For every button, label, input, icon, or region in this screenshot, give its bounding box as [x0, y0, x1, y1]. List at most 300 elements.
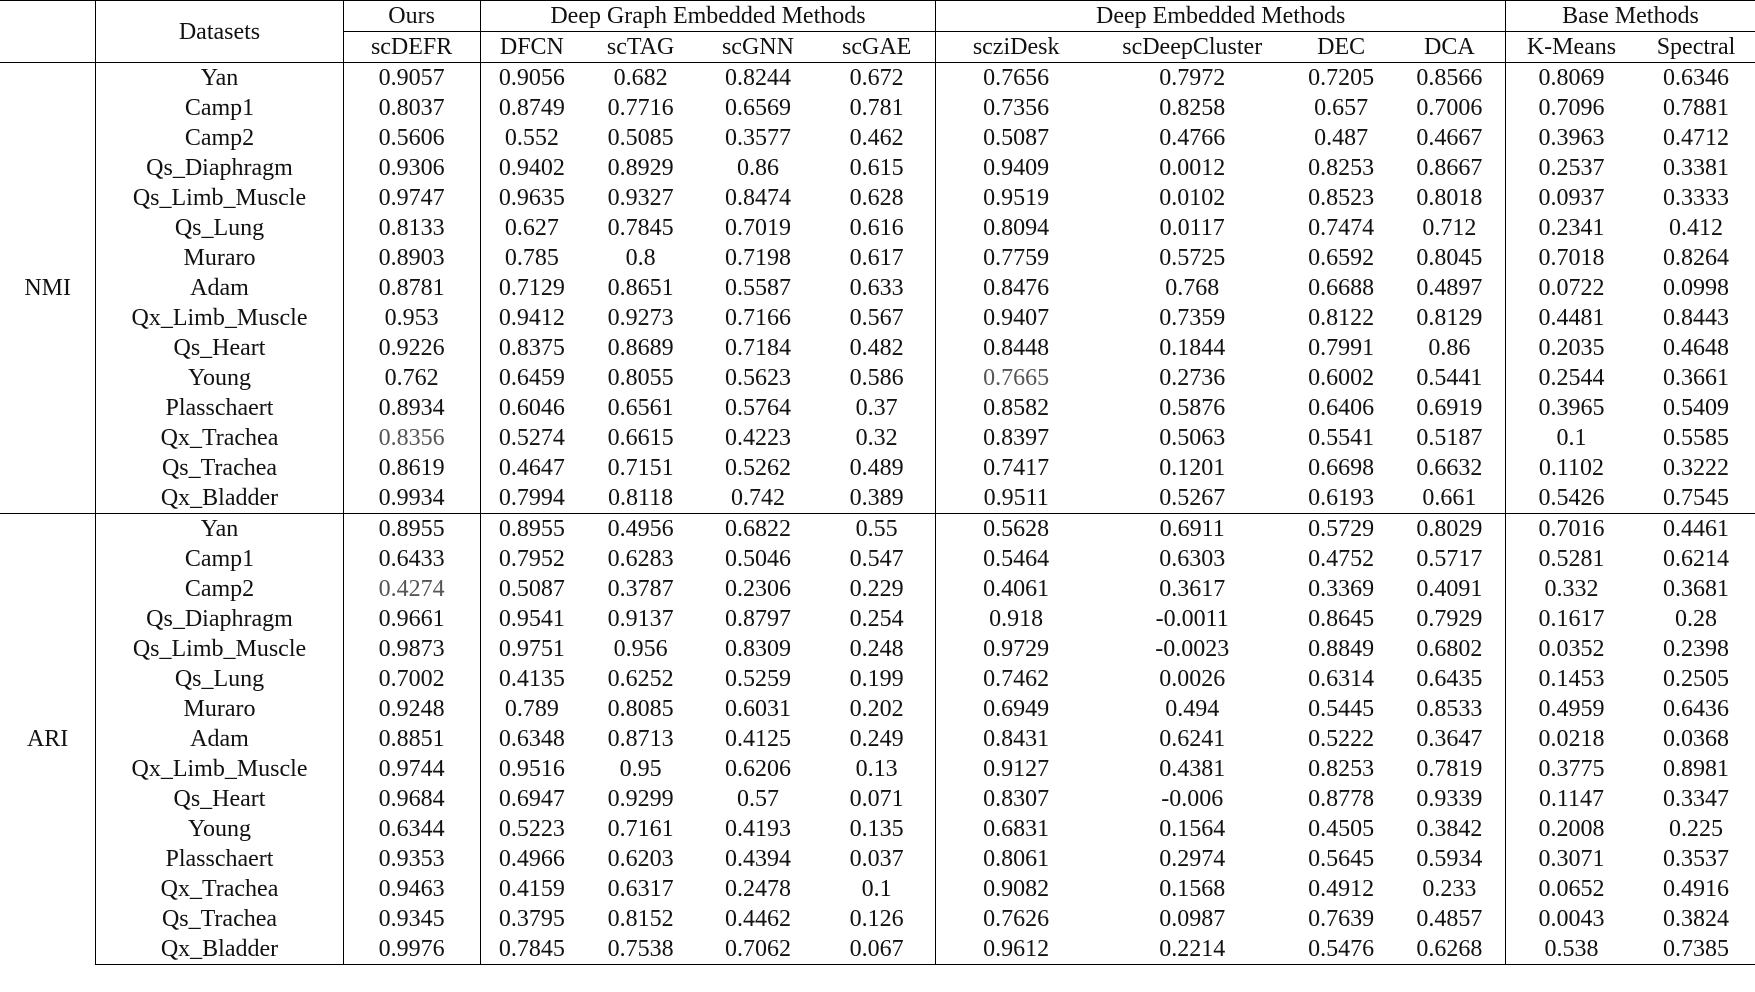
value-cell: 0.6344: [343, 814, 480, 844]
value-cell: 0.5628: [936, 514, 1096, 545]
value-cell: 0.8955: [480, 514, 583, 545]
value-cell: 0.7359: [1159, 305, 1226, 331]
value-cell: 0.6831: [983, 816, 1050, 842]
value-cell: 0.9082: [983, 876, 1050, 902]
value-cell: 0.202: [818, 694, 936, 724]
dataset-cell: Young: [96, 363, 343, 393]
value-cell: 0.067: [818, 934, 936, 965]
value-cell: 0.3333: [1663, 185, 1730, 211]
value-cell: 0.7417: [983, 455, 1050, 481]
value-cell: 0.8582: [983, 395, 1050, 421]
value-cell: 0.5409: [1663, 395, 1730, 421]
value-cell: 0.8903: [343, 243, 480, 273]
value-cell: 0.8443: [1663, 305, 1730, 331]
value-cell: -0.0011: [1155, 606, 1229, 632]
value-cell: 0.8253: [1308, 155, 1375, 181]
value-cell: 0.6919: [1394, 393, 1506, 423]
value-cell: 0.4223: [724, 425, 791, 451]
value-cell: 0.4959: [1538, 696, 1605, 722]
datasets-header: Datasets: [96, 1, 343, 63]
value-cell: 0.0102: [1159, 185, 1226, 211]
value-cell: 0.672: [818, 63, 936, 94]
value-cell: 0.5445: [1308, 696, 1375, 722]
value-cell: 0.6947: [498, 786, 565, 812]
table-row: [0, 243, 1755, 273]
value-cell: 0.135: [818, 814, 936, 844]
value-cell: 0.4956: [583, 514, 698, 545]
value-cell: 0.9661: [343, 604, 480, 634]
dataset-cell: Qs_Lung: [96, 213, 343, 243]
table-row: [0, 514, 1755, 545]
value-cell: 0.9353: [343, 844, 480, 874]
value-cell: 0.6615: [607, 425, 674, 451]
value-cell: 0.552: [504, 125, 559, 151]
value-cell: 0.5587: [724, 275, 791, 301]
dataset-cell: Qs_Limb_Muscle: [96, 183, 343, 213]
value-cell: 0.5764: [724, 395, 791, 421]
value-cell: 0.6203: [607, 846, 674, 872]
dataset-cell: Qx_Trachea: [96, 423, 343, 453]
value-cell: 0.4481: [1538, 305, 1605, 331]
value-cell: 0.3347: [1663, 786, 1730, 812]
value-cell: 0.9516: [498, 756, 565, 782]
value-cell: 0.3647: [1394, 724, 1506, 754]
value-cell: 0.28: [1675, 606, 1718, 632]
value-cell: 0.4667: [1394, 123, 1506, 153]
table-row: [0, 153, 1755, 183]
table-body: [0, 63, 1755, 965]
value-cell: 0.4461: [1637, 514, 1755, 545]
value-cell: 0.3617: [1159, 576, 1226, 602]
value-cell: 0.6348: [498, 726, 565, 752]
value-cell: 0.86: [736, 155, 779, 181]
value-cell: 0.7952: [498, 546, 565, 572]
value-cell: 0.682: [583, 63, 698, 94]
value-cell: 0.5876: [1159, 395, 1226, 421]
value-cell: 0.8258: [1159, 95, 1226, 121]
dataset-cell: Camp1: [96, 544, 343, 574]
value-cell: 0.785: [504, 245, 559, 271]
value-cell: 0.4505: [1308, 816, 1375, 842]
value-cell: 0.8849: [1308, 636, 1375, 662]
table-row: [0, 814, 1755, 844]
value-cell: 0.6406: [1308, 395, 1375, 421]
method-header: DCA: [1394, 32, 1506, 63]
value-cell: 0.9273: [607, 305, 674, 331]
value-cell: 0.567: [818, 303, 936, 333]
value-cell: 0.6569: [724, 95, 791, 121]
value-cell: 0.6688: [1308, 275, 1375, 301]
table-row: [0, 784, 1755, 814]
value-cell: 0.494: [1165, 696, 1220, 722]
value-cell: 0.0026: [1159, 666, 1226, 692]
table-row: [0, 333, 1755, 363]
value-cell: 0.248: [818, 634, 936, 664]
dataset-cell: Qx_Bladder: [96, 483, 343, 514]
dataset-cell: Muraro: [96, 694, 343, 724]
value-cell: 0.8309: [724, 636, 791, 662]
table-row: [0, 123, 1755, 153]
table-row: [0, 574, 1755, 604]
value-cell: 0.9873: [343, 634, 480, 664]
value-cell: 0.7474: [1308, 215, 1375, 241]
value-cell: 0.7166: [724, 305, 791, 331]
value-cell: 0.5541: [1308, 425, 1375, 451]
value-cell: 0.8118: [608, 485, 674, 511]
value-cell: 0.7991: [1308, 335, 1375, 361]
value-cell: 0.1568: [1159, 876, 1226, 902]
value-cell: 0.6459: [498, 365, 565, 391]
value-cell: 0.4061: [983, 576, 1050, 602]
value-cell: 0.8055: [607, 365, 674, 391]
value-cell: 0.7198: [724, 245, 791, 271]
value-cell: 0.2035: [1538, 335, 1605, 361]
value-cell: 0.8533: [1394, 694, 1506, 724]
value-cell: 0.4274: [343, 574, 480, 604]
value-cell: 0.4857: [1394, 904, 1506, 934]
value-cell: 0.8934: [343, 393, 480, 423]
value-cell: 0.5645: [1308, 846, 1375, 872]
value-cell: 0.5476: [1289, 934, 1394, 965]
value-cell: 0.6632: [1394, 453, 1506, 483]
value-cell: 0.9635: [498, 185, 565, 211]
dataset-cell: Qs_Diaphragm: [96, 604, 343, 634]
method-header: K-Means: [1505, 32, 1637, 63]
value-cell: 0.2478: [724, 876, 791, 902]
value-cell: 0.9407: [983, 305, 1050, 331]
value-cell: 0.5222: [1308, 726, 1375, 752]
value-cell: 0.8981: [1663, 756, 1730, 782]
value-cell: 0.6435: [1394, 664, 1506, 694]
value-cell: 0.0652: [1538, 876, 1605, 902]
value-cell: 0.742: [730, 485, 785, 511]
method-header: scGAE: [818, 32, 936, 63]
value-cell: 0.7019: [724, 215, 791, 241]
dataset-cell: Qx_Trachea: [96, 874, 343, 904]
value-cell: 0.4462: [724, 906, 791, 932]
value-cell: 0.1102: [1538, 455, 1605, 481]
value-cell: 0.229: [818, 574, 936, 604]
value-cell: 0.9412: [498, 305, 565, 331]
value-cell: 0.8955: [343, 514, 480, 545]
value-cell: 0.661: [1394, 483, 1506, 514]
value-cell: 0.9747: [343, 183, 480, 213]
value-cell: 0.7184: [724, 335, 791, 361]
value-cell: 0.4159: [498, 876, 565, 902]
value-cell: 0.5426: [1538, 485, 1605, 511]
value-cell: 0.8375: [498, 335, 565, 361]
value-cell: 0.7845: [480, 934, 583, 965]
group-header-ours: Ours: [343, 1, 480, 32]
table-row: [0, 213, 1755, 243]
value-cell: 0.9541: [498, 606, 565, 632]
table-row: [0, 904, 1755, 934]
value-cell: 0.6046: [498, 395, 565, 421]
value-cell: 0.7205: [1289, 63, 1394, 94]
value-cell: 0.7006: [1394, 93, 1506, 123]
value-cell: 0.6949: [983, 696, 1050, 722]
value-cell: 0.462: [818, 123, 936, 153]
value-cell: 0.7462: [983, 666, 1050, 692]
table-row: [0, 934, 1755, 965]
method-header: DEC: [1289, 32, 1394, 63]
value-cell: 0.8356: [343, 423, 480, 453]
value-cell: 0.7972: [1096, 63, 1289, 94]
value-cell: 0.6252: [607, 666, 674, 692]
value-cell: 0.8: [625, 245, 656, 271]
value-cell: 0.2505: [1663, 666, 1730, 692]
value-cell: 0.4394: [724, 846, 791, 872]
value-cell: 0.6314: [1308, 666, 1375, 692]
value-cell: 0.389: [818, 483, 936, 514]
value-cell: -0.006: [1161, 786, 1224, 812]
value-cell: 0.126: [818, 904, 936, 934]
value-cell: 0.8018: [1394, 183, 1506, 213]
value-cell: 0.37: [818, 393, 936, 423]
value-cell: 0.4381: [1159, 756, 1226, 782]
value-cell: 0.6268: [1394, 934, 1506, 965]
value-cell: 0.4647: [498, 455, 565, 481]
value-cell: 0.9744: [343, 754, 480, 784]
value-cell: 0.5267: [1159, 485, 1226, 511]
value-cell: 0.1617: [1538, 606, 1605, 632]
value-cell: 0.7881: [1663, 95, 1730, 121]
value-cell: 0.2398: [1663, 636, 1730, 662]
value-cell: 0.8244: [698, 63, 818, 94]
value-cell: 0.7716: [607, 95, 674, 121]
value-cell: 0.2008: [1538, 816, 1605, 842]
value-cell: 0.8778: [1308, 786, 1375, 812]
dataset-cell: Qx_Limb_Muscle: [96, 754, 343, 784]
value-cell: 0.9729: [983, 636, 1050, 662]
table-row: [0, 63, 1755, 94]
value-cell: 0.8253: [1308, 756, 1375, 782]
dataset-cell: Qs_Lung: [96, 664, 343, 694]
value-cell: 0.1147: [1538, 786, 1605, 812]
method-header: scGNN: [698, 32, 818, 63]
value-cell: 0.9339: [1394, 784, 1506, 814]
method-header: scTAG: [583, 32, 698, 63]
value-cell: 0.953: [343, 303, 480, 333]
value-cell: 0.6911: [1096, 514, 1289, 545]
value-cell: 0.5262: [724, 455, 791, 481]
table-row: [0, 604, 1755, 634]
value-cell: 0.2214: [1096, 934, 1289, 965]
value-cell: 0.9511: [983, 485, 1049, 511]
metric-header-cell: [0, 1, 96, 63]
value-cell: -0.0023: [1155, 636, 1230, 662]
value-cell: 0.55: [818, 514, 936, 545]
value-cell: 0.0218: [1538, 726, 1605, 752]
dataset-cell: Adam: [96, 724, 343, 754]
value-cell: 0.86: [1394, 333, 1506, 363]
value-cell: 0.3681: [1663, 576, 1730, 602]
value-cell: 0.7002: [343, 664, 480, 694]
dataset-cell: Qs_Limb_Muscle: [96, 634, 343, 664]
value-cell: 0.5223: [498, 816, 565, 842]
table-row: [0, 363, 1755, 393]
table-row: [0, 664, 1755, 694]
dataset-cell: Qs_Diaphragm: [96, 153, 343, 183]
value-cell: 0.5274: [498, 425, 565, 451]
table-row: [0, 423, 1755, 453]
value-cell: 0.7545: [1663, 485, 1730, 511]
value-cell: 0.7845: [607, 215, 674, 241]
table-row: [0, 724, 1755, 754]
value-cell: 0.712: [1394, 213, 1506, 243]
value-cell: 0.7385: [1637, 934, 1755, 965]
value-cell: 0.7929: [1394, 604, 1506, 634]
value-cell: 0.657: [1314, 95, 1369, 121]
table-row: [0, 874, 1755, 904]
value-cell: 0.8029: [1394, 514, 1506, 545]
value-cell: 0.586: [818, 363, 936, 393]
value-cell: 0.1844: [1159, 335, 1226, 361]
value-cell: 0.918: [989, 606, 1044, 632]
value-cell: 0.8523: [1308, 185, 1375, 211]
metric-label: NMI: [0, 63, 96, 514]
value-cell: 0.4752: [1308, 546, 1375, 572]
value-cell: 0.9751: [498, 636, 565, 662]
value-cell: 0.6561: [607, 395, 674, 421]
value-cell: 0.7994: [498, 485, 565, 511]
value-cell: 0.2306: [724, 576, 791, 602]
value-cell: 0.0937: [1538, 185, 1605, 211]
value-cell: 0.8651: [607, 275, 674, 301]
dataset-cell: Young: [96, 814, 343, 844]
value-cell: 0.0012: [1159, 155, 1226, 181]
table-row: [0, 694, 1755, 724]
value-cell: 0.8264: [1663, 245, 1730, 271]
dataset-cell: Camp1: [96, 93, 343, 123]
value-cell: 0.9306: [343, 153, 480, 183]
value-cell: 0.3577: [724, 125, 791, 151]
value-cell: 0.2974: [1159, 846, 1226, 872]
dataset-cell: Qs_Heart: [96, 784, 343, 814]
value-cell: 0.616: [818, 213, 936, 243]
value-cell: 0.1201: [1159, 455, 1226, 481]
value-cell: 0.7062: [698, 934, 818, 965]
value-cell: 0.1: [1556, 425, 1587, 451]
value-cell: 0.0043: [1538, 906, 1605, 932]
dataset-cell: Qs_Heart: [96, 333, 343, 363]
dataset-cell: Plasschaert: [96, 844, 343, 874]
value-cell: 0.8781: [343, 273, 480, 303]
value-cell: 0.781: [818, 93, 936, 123]
value-cell: 0.6698: [1308, 455, 1375, 481]
dataset-cell: Qs_Trachea: [96, 453, 343, 483]
value-cell: 0.5464: [983, 546, 1050, 572]
value-cell: 0.5717: [1394, 544, 1506, 574]
table-row: [0, 634, 1755, 664]
value-cell: 0.1: [818, 874, 936, 904]
value-cell: 0.6206: [724, 756, 791, 782]
value-cell: 0.6002: [1308, 365, 1375, 391]
value-cell: 0.6802: [1394, 634, 1506, 664]
method-header: scDEFR: [343, 32, 480, 63]
value-cell: 0.7626: [983, 906, 1050, 932]
value-cell: 0.547: [818, 544, 936, 574]
table-row: [0, 93, 1755, 123]
value-cell: 0.482: [818, 333, 936, 363]
value-cell: 0.5187: [1394, 423, 1506, 453]
value-cell: 0.4193: [724, 816, 791, 842]
value-cell: 0.3071: [1538, 846, 1605, 872]
value-cell: 0.3787: [607, 576, 674, 602]
value-cell: 0.9226: [343, 333, 480, 363]
value-cell: 0.6346: [1637, 63, 1755, 94]
value-cell: 0.4912: [1308, 876, 1375, 902]
value-cell: 0.95: [619, 756, 662, 782]
value-cell: 0.9519: [983, 185, 1050, 211]
value-cell: 0.225: [1669, 816, 1724, 842]
value-cell: 0.3795: [498, 906, 565, 932]
value-cell: 0.6214: [1663, 546, 1730, 572]
value-cell: 0.9127: [983, 756, 1050, 782]
value-cell: 0.4648: [1663, 335, 1730, 361]
dataset-cell: Muraro: [96, 243, 343, 273]
value-cell: 0.4125: [724, 726, 791, 752]
table-row: [0, 483, 1755, 514]
value-cell: 0.7151: [607, 455, 674, 481]
value-cell: 0.8152: [607, 906, 674, 932]
value-cell: 0.7538: [583, 934, 698, 965]
value-cell: 0.3842: [1394, 814, 1506, 844]
value-cell: 0.8566: [1394, 63, 1506, 94]
method-header: Spectral: [1637, 32, 1755, 63]
value-cell: 0.768: [1165, 275, 1220, 301]
value-cell: 0.8094: [983, 215, 1050, 241]
value-cell: 0.32: [818, 423, 936, 453]
dataset-cell: Qx_Bladder: [96, 934, 343, 965]
value-cell: 0.0352: [1538, 636, 1605, 662]
value-cell: 0.6241: [1159, 726, 1226, 752]
value-cell: 0.8061: [983, 846, 1050, 872]
value-cell: 0.3963: [1538, 125, 1605, 151]
value-cell: 0.13: [818, 754, 936, 784]
value-cell: 0.9684: [343, 784, 480, 814]
value-cell: 0.2736: [1159, 365, 1226, 391]
value-cell: 0.8476: [983, 275, 1050, 301]
value-cell: 0.7356: [983, 95, 1050, 121]
value-cell: 0.6303: [1159, 546, 1226, 572]
value-cell: 0.8713: [607, 726, 674, 752]
value-cell: 0.8307: [983, 786, 1050, 812]
group-header-base: Base Methods: [1505, 1, 1755, 32]
value-cell: 0.487: [1314, 125, 1369, 151]
value-cell: 0.5441: [1394, 363, 1506, 393]
value-cell: 0.233: [1394, 874, 1506, 904]
value-cell: 0.5585: [1663, 425, 1730, 451]
value-cell: 0.6436: [1663, 696, 1730, 722]
value-cell: 0.0998: [1663, 275, 1730, 301]
value-cell: 0.489: [818, 453, 936, 483]
value-cell: 0.9409: [983, 155, 1050, 181]
value-cell: 0.3369: [1308, 576, 1375, 602]
dataset-cell: Camp2: [96, 123, 343, 153]
dataset-cell: Yan: [96, 514, 343, 545]
value-cell: 0.8929: [607, 155, 674, 181]
value-cell: 0.8749: [498, 95, 565, 121]
table-row: [0, 453, 1755, 483]
value-cell: 0.5934: [1394, 844, 1506, 874]
dataset-cell: Adam: [96, 273, 343, 303]
value-cell: 0.199: [818, 664, 936, 694]
header-group-row: [0, 1, 1755, 32]
value-cell: 0.6433: [343, 544, 480, 574]
value-cell: 0.9248: [343, 694, 480, 724]
value-cell: 0.8129: [1394, 303, 1506, 333]
